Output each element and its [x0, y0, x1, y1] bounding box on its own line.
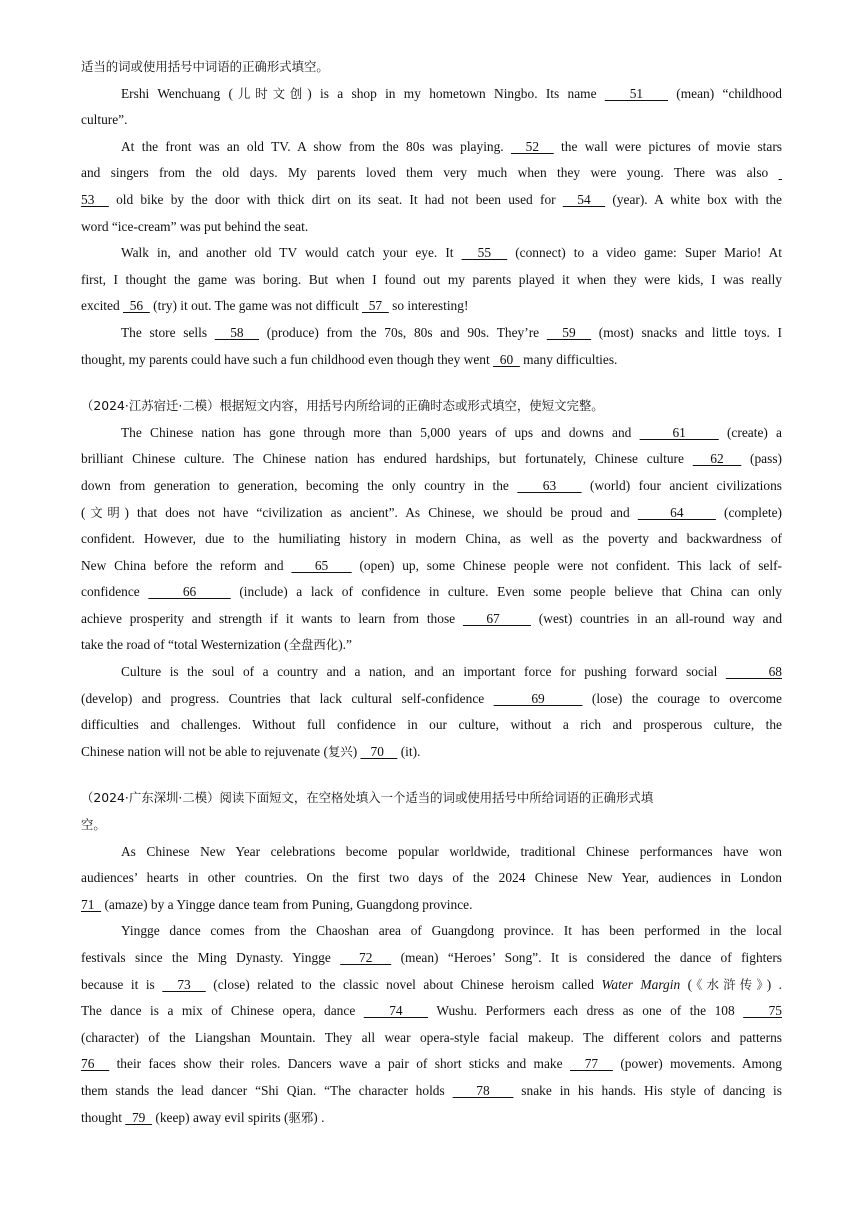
text-run: (it).	[397, 743, 421, 759]
text-run: so interesting!	[388, 298, 469, 314]
answer-blank: 62	[692, 451, 742, 467]
chinese-text: 全盘西化	[288, 637, 339, 653]
text-run: (connect) to a video game: Super Mario! At	[507, 245, 782, 261]
text-line	[81, 240, 782, 267]
answer-blank: 74	[363, 1003, 429, 1019]
text-run: snake in his hands. His style of dancing is	[513, 1082, 782, 1098]
answer-blank: 60	[493, 351, 520, 367]
text-run: Walk in, and another old TV would catch your eye. It	[121, 245, 462, 261]
chinese-text: 驱邪	[288, 1109, 314, 1125]
text-line	[81, 526, 782, 553]
text-run: (develop) and progress. Countries that lack cultural self-confidence	[81, 690, 494, 706]
answer-blank: 59	[546, 324, 592, 340]
text-run: (keep) away evil spirits (	[152, 1109, 289, 1125]
answer-blank: 72	[340, 950, 392, 965]
text-line	[81, 686, 782, 713]
answer-blank: 61	[639, 424, 719, 440]
text-run: (close) related to the classic novel about Chinese heroism called	[205, 976, 602, 992]
text-line	[81, 187, 782, 214]
section-1-passage	[81, 54, 782, 373]
text-line	[81, 1025, 782, 1052]
text-run: because it is	[81, 976, 163, 992]
text-run: Culture is the soul of a country and a nation, and an important force for pushing forward social	[121, 664, 726, 680]
text-run: (world) four ancient civilizations	[581, 477, 782, 493]
text-line	[81, 473, 782, 500]
text-run: The dance is a mix of Chinese opera, dance	[81, 1003, 364, 1019]
answer-blank: 69	[493, 690, 583, 706]
text-line	[81, 865, 782, 892]
section-2-passage	[81, 393, 782, 765]
text-run: (	[81, 504, 86, 520]
text-run: (power) movements. Among	[612, 1056, 782, 1072]
text-line	[81, 500, 782, 527]
answer-blank: 63	[517, 477, 582, 493]
answer-blank: 55	[461, 245, 508, 261]
text-line	[81, 393, 782, 420]
chinese-text: 适当的词或使用括号中词语的正确形式填空。	[81, 59, 329, 74]
text-line	[81, 320, 782, 347]
book-title: Water Margin	[601, 976, 681, 992]
text-run: culture”.	[81, 112, 128, 128]
text-line	[81, 918, 782, 945]
text-run: (character) of the Liangshan Mountain. They all wear opera-style facial makeup. The different colors and patterns	[81, 1029, 782, 1045]
text-run: difficulties and challenges. Without full confidence in our culture, without a rich and prosperous culture, the	[81, 717, 782, 733]
text-run: Yingge dance comes from the Chaoshan area of Guangdong province. It has been performed in the local	[121, 923, 782, 939]
text-run: down from generation to generation, becoming the only country in the	[81, 477, 518, 493]
text-run: take the road of “total Westernization (	[81, 637, 289, 653]
answer-blank: 51	[604, 85, 668, 101]
chinese-text: 文明	[85, 504, 125, 520]
answer-blank: 54	[562, 191, 606, 207]
text-run: Wushu. Performers each dress as one of the 108	[428, 1003, 744, 1019]
answer-blank: 73	[162, 976, 206, 992]
text-run: (complete)	[715, 504, 783, 520]
text-run: them stands the lead dancer “Shi Qian. “The character holds	[81, 1082, 453, 1098]
text-run: (open) up, some Chinese people were not confident. This lack of self-	[351, 557, 782, 573]
text-run: (create) a	[718, 424, 783, 440]
text-line	[81, 785, 782, 812]
text-run: New China before the reform and	[81, 557, 292, 573]
section-3-passage	[81, 785, 782, 1131]
text-run: (mean) “Heroes’ Song”. It is considered the dance of fighters	[391, 950, 782, 965]
text-run: achieve prosperity and strength if it wants to learn from those	[81, 610, 463, 626]
text-run: thought	[81, 1109, 126, 1125]
answer-blank: 75	[743, 1003, 783, 1019]
text-run: word “ice-cream” was put behind the seat.	[81, 218, 309, 234]
chinese-text: （2024·江苏宿迁·二模）根据短文内容，用括号内所给词的正确时态或形式填空，使短文完整。	[81, 398, 604, 414]
answer-blank: 71	[81, 896, 102, 912]
text-run: and singers from the old days. My parents loved them very much when they were young. There was also	[81, 165, 779, 181]
answer-blank: 76	[81, 1056, 110, 1072]
answer-blank: 57	[362, 298, 389, 314]
text-run: ).”	[338, 637, 352, 653]
text-run: excited	[81, 298, 124, 314]
answer-blank: 78	[452, 1082, 514, 1098]
text-run: The Chinese nation has gone through more than 5,000 years of ups and downs and	[121, 424, 640, 440]
text-run: ) .	[313, 1109, 325, 1125]
text-run: confidence	[81, 584, 149, 600]
answer-blank: 68	[725, 664, 782, 680]
text-line	[81, 81, 782, 108]
answer-blank: 79	[125, 1109, 153, 1125]
answer-blank: 58	[214, 324, 260, 340]
text-line	[81, 998, 782, 1025]
text-run: brilliant Chinese culture. The Chinese nation has endured hardships, but fortunately, Chinese culture	[81, 451, 693, 467]
text-line	[81, 1078, 782, 1105]
text-run: (include) a lack of confidence in culture. Even some people believe that China can only	[230, 584, 782, 600]
text-run: confident. However, due to the humiliating history in modern China, as well as the poverty and backwardness of	[81, 531, 782, 547]
text-run: ) is a shop in my hometown Ningbo. Its name	[307, 85, 605, 101]
answer-blank: 52	[511, 138, 554, 154]
text-run: old bike by the door with thick dirt on its seat. It had not been used for	[108, 191, 563, 207]
text-run: Chinese nation will not be able to rejuvenate (	[81, 743, 328, 759]
text-line	[81, 972, 782, 999]
text-run: ) .	[766, 976, 783, 992]
text-line	[81, 659, 782, 686]
text-run: (mean) “childhood	[668, 85, 783, 101]
document-page	[81, 54, 782, 1131]
answer-blank: 77	[569, 1056, 613, 1072]
answer-blank: 70	[360, 743, 398, 759]
text-run: )	[352, 743, 361, 759]
text-line	[81, 579, 782, 606]
text-line	[81, 606, 782, 633]
text-run: their faces show their roles. Dancers wave a pair of short sticks and make	[109, 1056, 570, 1072]
text-run: (most) snacks and little toys. I	[591, 324, 783, 340]
text-run: ) that does not have “civilization as ancient”. As Chinese, we should be proud and	[124, 504, 638, 520]
text-line	[81, 553, 782, 580]
text-line	[81, 1105, 782, 1132]
text-run: the wall were pictures of movie stars	[553, 138, 783, 154]
text-run: first, I thought the game was boring. But when I found out my parents played it when they were kids, I was really	[81, 271, 782, 287]
text-line	[81, 892, 782, 919]
answer-blank: 65	[291, 557, 352, 573]
text-line	[81, 293, 782, 320]
text-run: (amaze) by a Yingge dance team from Puning, Guangdong province.	[101, 896, 473, 912]
chinese-text: 儿时文创	[232, 85, 308, 101]
text-line	[81, 107, 782, 134]
text-line	[81, 945, 782, 972]
text-line	[81, 160, 782, 187]
text-run: Ershi Wenchuang (	[121, 85, 233, 101]
text-run: (pass)	[741, 451, 783, 467]
text-run: (west) countries in an all-round way and	[531, 610, 783, 626]
answer-blank: 56	[123, 298, 150, 314]
text-line	[81, 214, 782, 241]
text-run: festivals since the Ming Dynasty. Yingge	[81, 950, 341, 965]
text-run: audiences’ hearts in other countries. On the first two days of the 2024 Chinese New Year, audiences in London	[81, 870, 782, 886]
text-run: many difficulties.	[519, 351, 618, 367]
chinese-text: 空。	[81, 817, 106, 833]
text-line	[81, 54, 782, 81]
text-run: (year). A white box with the	[605, 191, 782, 207]
answer-blank: 64	[637, 504, 716, 520]
chinese-text: （2024·广东深圳·二模）阅读下面短文，在空格处填入一个适当的词或使用括号中所给词语的正确形式填	[81, 790, 654, 806]
text-run: thought, my parents could have such a fun childhood even though they went	[81, 351, 494, 367]
text-line	[81, 134, 782, 161]
chinese-text: 《水浒传》	[692, 976, 767, 992]
answer-blank: 53	[81, 191, 109, 207]
answer-blank: 67	[462, 610, 531, 626]
text-run: (try) it out. The game was not difficult	[149, 298, 363, 314]
text-run: The store sells	[121, 324, 215, 340]
answer-blank: 66	[148, 584, 231, 600]
text-line	[81, 267, 782, 294]
text-line	[81, 839, 782, 866]
text-line	[81, 446, 782, 473]
text-line	[81, 420, 782, 447]
text-line	[81, 712, 782, 739]
text-run: (produce) from the 70s, 80s and 90s. They’re	[259, 324, 547, 340]
chinese-text: 复兴	[327, 743, 353, 759]
text-line	[81, 1051, 782, 1078]
text-line	[81, 347, 782, 374]
text-line	[81, 812, 782, 839]
text-line	[81, 632, 782, 659]
text-run: (	[680, 976, 693, 992]
answer-blank	[779, 165, 782, 180]
text-run: (lose) the courage to overcome	[582, 690, 782, 706]
text-run: At the front was an old TV. A show from the 80s was playing.	[121, 138, 511, 154]
text-run: As Chinese New Year celebrations become popular worldwide, traditional Chinese performances have won	[121, 843, 782, 859]
text-line	[81, 739, 782, 766]
